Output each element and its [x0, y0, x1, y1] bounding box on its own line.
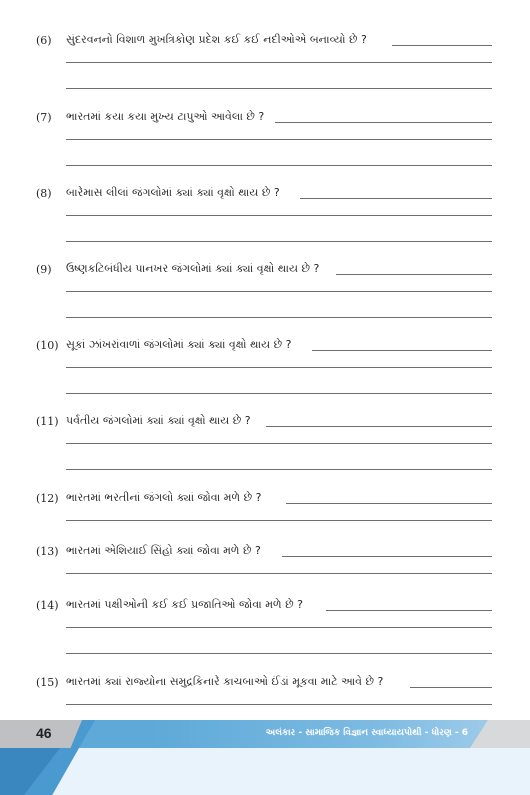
answer-fill-line[interactable] [300, 198, 492, 199]
question-15 [0, 674, 530, 696]
answer-fill-line[interactable] [266, 426, 492, 427]
question-6 [0, 32, 530, 54]
answer-line[interactable] [66, 139, 492, 140]
question-text: ભારતમાં એશિયાઈ સિંહો ક્યાં જોવા મળે છે ? [66, 544, 261, 557]
answer-fill-line[interactable] [286, 503, 492, 504]
answer-fill-line[interactable] [336, 274, 492, 275]
answer-line[interactable] [66, 627, 492, 628]
question-text: સૂકાં ઝાંખરાંવાળાં જંગલોમાં ક્યાં ક્યાં વૃક્ષો થાય છે ? [66, 338, 292, 351]
question-text: ભારતમાં પક્ષીઓની કઈ કઈ પ્રજાતિઓ જોવા મળે છે ? [66, 598, 303, 611]
question-number: (10) [36, 339, 59, 352]
question-10 [0, 337, 530, 359]
answer-line[interactable] [66, 520, 492, 521]
question-text: પર્વતીય જંગલોમાં ક્યાં ક્યાં વૃક્ષો થાય છે ? [66, 414, 251, 427]
question-number: (7) [36, 111, 52, 124]
answer-fill-line[interactable] [275, 122, 492, 123]
question-8 [0, 185, 530, 207]
footer-book-title: અલંકાર - સામાજિક વિજ્ઞાન સ્વાધ્યાયપોથી - ધોરણ - 6 [265, 728, 468, 738]
question-7 [0, 109, 530, 131]
answer-line[interactable] [66, 62, 492, 63]
answer-line[interactable] [66, 653, 492, 654]
answer-line[interactable] [66, 165, 492, 166]
answer-fill-line[interactable] [392, 45, 492, 46]
answer-line[interactable] [66, 469, 492, 470]
answer-fill-line[interactable] [282, 556, 492, 557]
answer-line[interactable] [66, 291, 492, 292]
answer-line[interactable] [66, 88, 492, 89]
question-13 [0, 543, 530, 565]
question-number: (9) [36, 263, 52, 276]
answer-fill-line[interactable] [326, 610, 492, 611]
question-number: (12) [36, 492, 59, 505]
page-footer [0, 720, 530, 795]
answer-line[interactable] [66, 241, 492, 242]
question-12 [0, 490, 530, 512]
footer-background [0, 744, 530, 795]
question-number: (6) [36, 34, 52, 47]
question-text: બારેમાસ લીલાં જંગલોમાં ક્યાં ક્યાં વૃક્ષો થાય છે ? [66, 186, 280, 199]
question-number: (14) [36, 599, 59, 612]
question-number: (8) [36, 187, 52, 200]
answer-line[interactable] [66, 367, 492, 368]
answer-line[interactable] [66, 317, 492, 318]
answer-fill-line[interactable] [312, 350, 492, 351]
page-number: 46 [36, 725, 52, 741]
answer-fill-line[interactable] [410, 687, 492, 688]
question-11 [0, 413, 530, 435]
question-text: ઉષ્ણકટિબંધીય પાનખર જંગલોમાં ક્યાં ક્યાં વૃક્ષો થાય છે ? [66, 262, 320, 275]
question-text: ભારતમાં કયા કયા મુખ્ય ટાપુઓ આવેલા છે ? [66, 110, 265, 123]
question-9 [0, 261, 530, 283]
question-number: (13) [36, 545, 59, 558]
question-number: (15) [36, 676, 59, 689]
question-text: ભારતમાં ભરતીનાં જંગલો ક્યાં જોવા મળે છે ? [66, 491, 262, 504]
question-14 [0, 597, 530, 619]
answer-line[interactable] [66, 215, 492, 216]
answer-line[interactable] [66, 443, 492, 444]
question-number: (11) [36, 415, 59, 428]
answer-line[interactable] [66, 573, 492, 574]
question-text: સુંદરવનનો વિશાળ મુખત્રિકોણ પ્રદેશ કઈ કઈ નદીઓએ બનાવ્યો છે ? [66, 33, 367, 46]
question-text: ભારતમાં ક્યાં રાજ્યોના સમુદ્રકિનારે કાચબાઓ ઈંડાં મૂકવા માટે આવે છે ? [66, 675, 384, 688]
answer-line[interactable] [66, 393, 492, 394]
answer-line[interactable] [66, 704, 492, 705]
